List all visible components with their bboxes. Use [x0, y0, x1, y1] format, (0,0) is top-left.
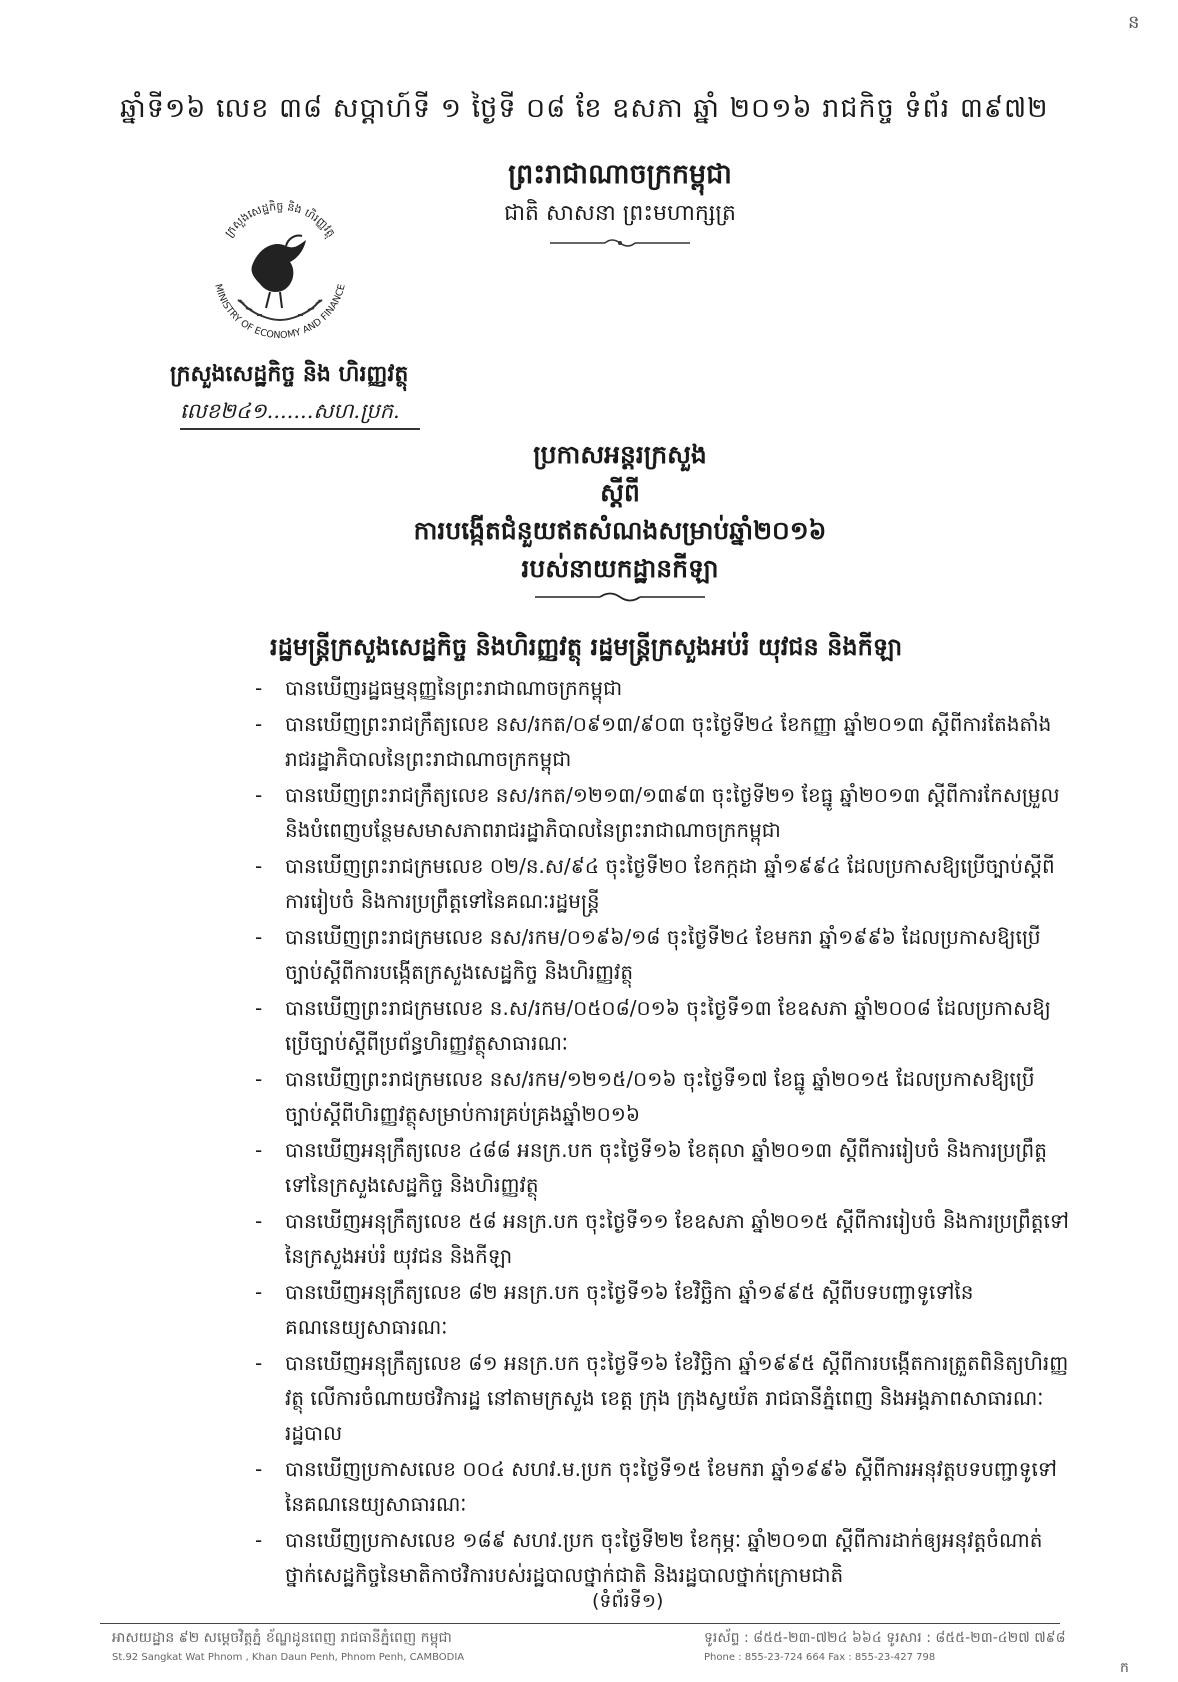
- ministers-heading: រដ្ឋមន្ត្រីក្រសួងសេដ្ឋកិច្ច និងហិរញ្ញវត្ថុ រដ្ឋមន្ត្រីក្រសួងអប់រំ យុវជន និងកីឡា: [270, 633, 903, 661]
- list-item: - បានឃើញព្រះរាជក្រមលេខ នស/រកម/០១៩៦/១៨ ចុះថ្ងៃទី២៤ ខែមករា ឆ្នាំ១៩៩៦ ដែលប្រកាសឱ្យប្រើច្បាប់ស្តីពីការបង្កើតក្រសួងសេដ្ឋកិច្ច និងហិរញ្ញវត្ថុ: [255, 920, 1070, 990]
- footer-address-km: អាសយដ្ឋាន ៩២ សម្តេចវិត្តភ្នំ ខ័ណ្ឌដូនពេញ រាជធានីភ្នំពេញ កម្ពុជា: [112, 1630, 452, 1646]
- list-item: - បានឃើញព្រះរាជក្រមលេខ ០២/ន.ស/៩៤ ចុះថ្ងៃទី២០ ខែកក្កដា ឆ្នាំ១៩៩៤ ដែលប្រកាសឱ្យប្រើច្បាប់ស្តីពីការរៀបចំ និងការប្រព្រឹត្តទៅនៃគណៈរដ្ឋមន្ត្រី: [255, 849, 1070, 919]
- title-line-1: ប្រកាសអន្តរក្រសួង: [533, 440, 707, 469]
- list-item: - បានឃើញអនុក្រឹត្យលេខ ៨១ អនក្រ.បក ចុះថ្ងៃទី១៦ ខែវិច្ឆិកា ឆ្នាំ១៩៩៥ ស្តីពីការបង្កើតការត្រួតពិនិត្យហិរញ្ញវត្ថុ លើការចំណាយថវិការដ្ឋ នៅតាមក្រសួង ខេត្ត ក្រុង ក្រុងស្វយ័ត រាជធានីភ្នំពេញ និងអង្គភាពសាធារណៈរដ្ឋបាល: [255, 1346, 1070, 1451]
- title-line-4: របស់នាយកដ្ឋានកីឡា: [521, 554, 719, 583]
- svg-text:ក្រសួងសេដ្ឋកិច្ច និង ហិរញ្ញវត្: ក្រសួងសេដ្ឋកិច្ច និង ហិរញ្ញវត្ថុ: [222, 199, 338, 240]
- list-item: - បានឃើញអនុក្រឹត្យលេខ ៤៨៨ អនក្រ.បក ចុះថ្ងៃទី១៦ ខែតុលា ឆ្នាំ២០១៣ ស្តីពីការរៀបចំ និងការប្រព្រឹត្តទៅនៃក្រសួងសេដ្ឋកិច្ច និងហិរញ្ញវត្ថុ: [255, 1133, 1070, 1203]
- ministry-seal: [200, 188, 360, 348]
- footer-divider: [100, 1623, 1060, 1624]
- title-ornament-icon: [535, 590, 705, 604]
- list-item: - បានឃើញព្រះរាជក្រមលេខ នស/រកម/១២១៥/០១៦ ចុះថ្ងៃទី១៧ ខែធ្នូ ឆ្នាំ២០១៥ ដែលប្រកាសឱ្យប្រើច្បាប់ស្តីពីហិរញ្ញវត្ថុសម្រាប់ការគ្រប់គ្រងឆ្នាំ២០១៦: [255, 1062, 1070, 1132]
- bird-emblem-icon: [238, 235, 322, 320]
- title-block: [380, 436, 860, 604]
- title-line-3: ការបង្កើតជំនួយឥតសំណងសម្រាប់ឆ្នាំ២០១៦: [413, 516, 827, 545]
- footer-address: [112, 1628, 592, 1663]
- list-item: - បានឃើញប្រកាសលេខ ១៨៩ សហវ.ប្រក ចុះថ្ងៃទី២២ ខែកុម្ភៈ ឆ្នាំ២០១៣ ស្តីពីការដាក់ឲ្យអនុវត្តចំណាត់ថ្នាក់សេដ្ឋកិច្ចនៃមាតិកាថវិការបស់រដ្ឋបាលថ្នាក់ជាតិ និងរដ្ឋបាលថ្នាក់ក្រោមជាតិ: [255, 1523, 1070, 1593]
- kingdom-name: ព្រះរាជាណាចក្រកម្ពុជា: [508, 159, 732, 190]
- footer-phone-km: ទូរស័ព្ទ : ៨៥៥-២៣-៧២៤ ៦៦៤ ទូរសារ : ៨៥៥-២៣-៤២៧ ៧៩៨: [704, 1630, 1066, 1646]
- gazette-header: ឆ្នាំទី១៦ លេខ ៣៨ សប្តាហ៍ទី ១ ថ្ងៃទី ០៨ ខែ ឧសភា ឆ្នាំ ២០១៦ រាជកិច្ច ទំព័រ ៣៩៧២: [120, 93, 1049, 124]
- list-item: - បានឃើញរដ្ឋធម្មនុញ្ញនៃព្រះរាជាណាចក្រកម្ពុជា: [255, 671, 1070, 706]
- kingdom-motto: ជាតិ សាសនា ព្រះមហាក្សត្រ: [504, 201, 736, 226]
- list-item: - បានឃើញប្រកាសលេខ ០០៤ សហវ.ម.ប្រក ចុះថ្ងៃទី១៥ ខែមករា ឆ្នាំ១៩៩៦ ស្តីពីការអនុវត្តបទបញ្ជាទូទៅ នៃគណនេយ្យសាធារណៈ: [255, 1452, 1070, 1522]
- list-item: - បានឃើញអនុក្រឹត្យលេខ ៥៨ អនក្រ.បក ចុះថ្ងៃទី១១ ខែឧសភា ឆ្នាំ២០១៥ ស្តីពីការរៀបចំ និងការប្រព្រឹត្តទៅនៃក្រសួងអប់រំ យុវជន និងកីឡា: [255, 1204, 1070, 1274]
- footer-address-en: St.92 Sangkat Wat Phnom , Khan Daun Penh, Phnom Penh, CAMBODIA: [112, 1652, 465, 1663]
- reference-number: លេខ២៤១.......សហ.ប្រក.: [180, 399, 400, 423]
- list-item: - បានឃើញអនុក្រឹត្យលេខ ៨២ អនក្រ.បក ចុះថ្ងៃទី១៦ ខែវិច្ឆិកា ឆ្នាំ១៩៩៥ ស្តីពីបទបញ្ជាទូទៅនៃគណនេយ្យសាធារណៈ: [255, 1275, 1070, 1345]
- citation-list: [255, 671, 1070, 1594]
- ministry-name: ក្រសួងសេដ្ឋកិច្ច និង ហិរញ្ញវត្ថុ: [170, 362, 409, 387]
- list-item: - បានឃើញព្រះរាជក្រឹត្យលេខ នស/រកត/១២១៣/១៣៩៣ ចុះថ្ងៃទី២១ ខែធ្នូ ឆ្នាំ២០១៣ ស្តីពីការកែសម្រួល និងបំពេញបន្ថែមសមាសភាពរាជរដ្ឋាភិបាលនៃព្រះរាជាណាចក្រកម្ពុជា: [255, 778, 1070, 848]
- reference-underline: [180, 428, 420, 430]
- page-mark: ក: [1120, 1660, 1129, 1676]
- list-item: - បានឃើញព្រះរាជក្រឹត្យលេខ នស/រកត/០៩១៣/៩០៣ ចុះថ្ងៃទី២៤ ខែកញ្ញា ឆ្នាំ២០១៣ ស្តីពីការតែងតាំងរាជរដ្ឋាភិបាលនៃព្រះរាជាណាចក្រកម្ពុជា: [255, 707, 1070, 777]
- svg-text:MINISTRY OF ECONOMY AND FINANC: MINISTRY OF ECONOMY AND FINANCE: [212, 282, 348, 342]
- page-number: (ទំព័រទី១): [592, 1590, 664, 1612]
- ornament-divider-icon: [550, 237, 690, 249]
- footer-phone-en: Phone : 855-23-724 664 Fax : 855-23-427 798: [704, 1652, 936, 1663]
- footer-contact: [704, 1628, 1084, 1663]
- title-line-2: ស្តីពី: [600, 478, 640, 507]
- kingdom-block: [470, 158, 770, 249]
- corner-mark: ន: [1128, 12, 1140, 33]
- list-item: - បានឃើញព្រះរាជក្រមលេខ ន.ស/រកម/០៥០៨/០១៦ ចុះថ្ងៃទី១៣ ខែឧសភា ឆ្នាំ២០០៨ ដែលប្រកាសឱ្យប្រើច្បាប់ស្តីពីប្រព័ន្ធហិរញ្ញវត្ថុសាធារណៈ: [255, 991, 1070, 1061]
